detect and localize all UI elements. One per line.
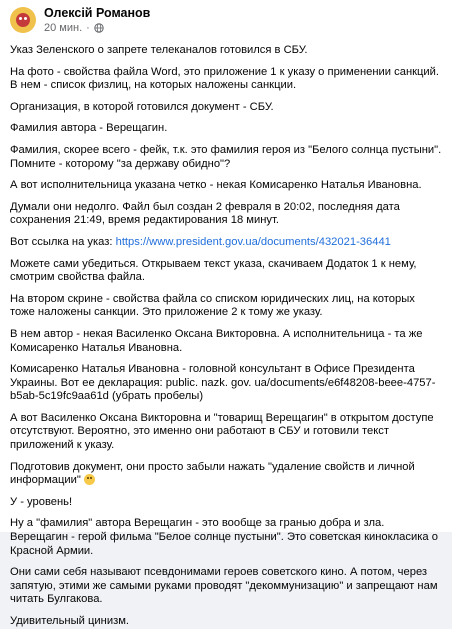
emoji-paragraph-text: Подготовив документ, они просто забыли нажать "удаление свойств и личной информации" <box>10 460 415 487</box>
author-avatar[interactable] <box>10 7 36 33</box>
post-paragraph-1: Указ Зеленского о запрете телеканалов готовился в СБУ. <box>10 44 308 56</box>
emoji-paragraph <box>10 461 442 488</box>
post-paragraph-9: На втором скрине - свойства файла со списком юридических лиц, на которых тоже наложены санкции. Это приложение 2 к тому же указу. <box>10 292 415 319</box>
post-paragraph-2: На фото - свойства файла Word, это приложение 1 к указу о применении санкций. В нем - список физлиц, на которых наложены санкции. <box>10 65 440 92</box>
avatar-face <box>16 13 30 27</box>
link-paragraph <box>10 236 442 250</box>
post-paragraph-4: Фамилия автора - Верещагин. <box>10 122 168 135</box>
post-paragraph-8: Можете сами убедиться. Открываем текст указа, скачиваем Додаток 1 к нему, смотрим свойства файла. <box>10 257 417 284</box>
post-paragraph-6: А вот исполнительница указана четко - некая Комисаренко Наталья Ивановна. <box>10 179 422 192</box>
post-paragraph-13: У - уровень! <box>10 495 73 508</box>
post-paragraph-10: В нем автор - некая Василенко Оксана Викторовна. А исполнительница - та же Комисаренко Наталья Ивановна. <box>10 327 423 354</box>
meta-separator: · <box>86 22 90 34</box>
post-subline <box>44 22 150 34</box>
post-paragraph-14: Ну а "фамилия" автора Верещагин - это вообще за гранью добра и зла. Верещагин - герой фильма "Белое солнце пустыни". Это советская кинокласика о Красной Армии. <box>10 517 438 557</box>
post-paragraph-3: Организация, в которой готовился документ - СБУ. <box>10 100 274 113</box>
post-paragraph-11: Комисаренко Наталья Ивановна - головной консультант в Офисе Президента Украины. Вот ее декларация: public. nazk. gov. ua/documents/e6f48208-beee-4757-b5ab-5c19fc9aa61d (убрать пробелы) <box>10 363 436 403</box>
decree-link[interactable]: https://www.president.gov.ua/documents/432021-36441 <box>115 235 391 248</box>
link-prefix: Вот ссылка на указ: <box>10 235 116 248</box>
post-header <box>10 6 442 36</box>
author-name[interactable]: Олексій Романов <box>44 6 151 20</box>
post-paragraph-16: Удивительный цинизм. <box>10 615 129 627</box>
grinning-emoji-icon <box>84 474 95 485</box>
post-timestamp[interactable]: 20 мин. <box>44 22 83 34</box>
post-paragraph-5: Фамилия, скорее всего - фейк, т.к. это фамилия героя из "Белого солнца пустыни". Помните - которому "за державу обидно"? <box>10 143 442 170</box>
globe-icon[interactable] <box>94 23 104 33</box>
avatar-eye-right <box>24 17 27 20</box>
post-paragraph-7: Думали они недолго. Файл был создан 2 февраля в 20:02, последняя дата сохранения 21:49, время редактирования 18 минут. <box>10 200 400 227</box>
post-paragraph-12: А вот Василенко Оксана Викторовна и "товарищ Верещагин" в открытом доступе отсутствуют. Вероятно, это именно они работают в СБУ и готовили текст приложений к указу. <box>10 411 434 452</box>
post-body <box>10 44 442 629</box>
post-paragraph-15: Они сами себя называют псевдонимами героев советского кино. А потом, через запятую, этими же самыми руками проводят "декоммунизацию" и запрещают нам читать Булгакова. <box>10 566 438 606</box>
post-meta <box>44 6 150 34</box>
avatar-eye-left <box>19 17 22 20</box>
